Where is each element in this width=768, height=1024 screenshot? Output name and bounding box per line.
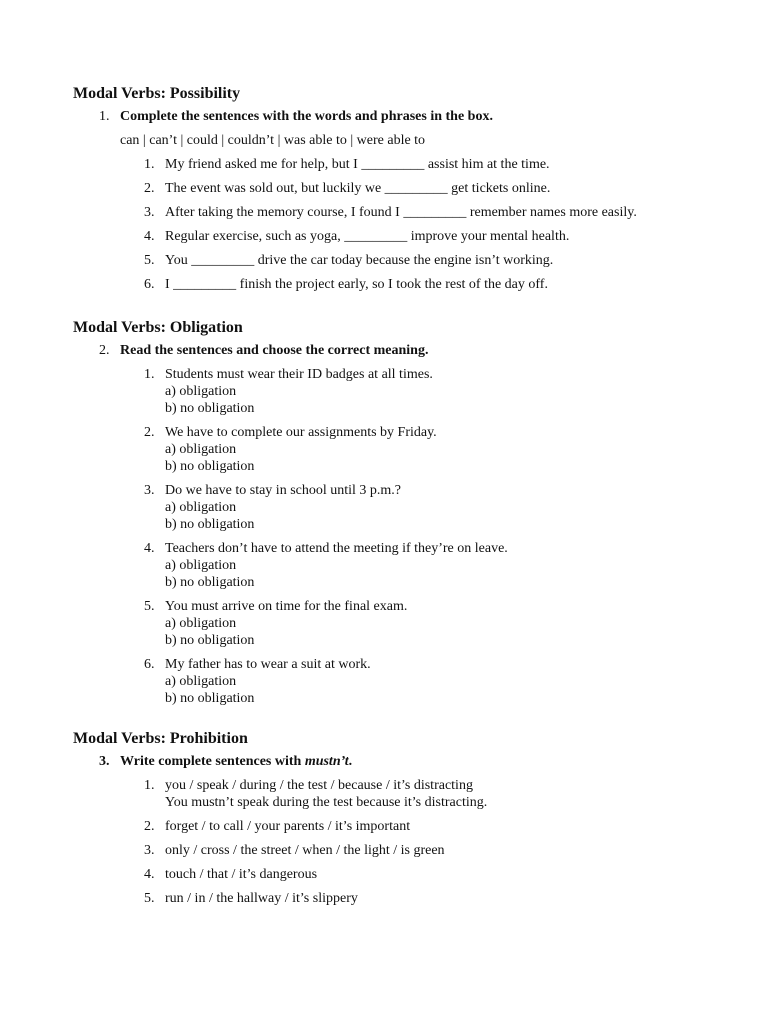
option-b: b) no obligation bbox=[165, 691, 255, 706]
option-b: b) no obligation bbox=[165, 401, 255, 416]
item-number: 4. bbox=[144, 867, 155, 882]
list-item bbox=[144, 656, 508, 707]
item-text: The event was sold out, but luckily we _________ get tickets online. bbox=[165, 181, 551, 196]
task-number: 1. bbox=[99, 109, 110, 124]
item-text: forget / to call / your parents / it’s important bbox=[165, 819, 411, 834]
section-heading: Modal Verbs: Possibility bbox=[73, 85, 241, 102]
item-number: 3. bbox=[144, 205, 155, 220]
item-number: 4. bbox=[144, 541, 155, 556]
section-possibility bbox=[73, 84, 637, 293]
exercise-list bbox=[144, 156, 637, 293]
instruction-keyword: mustn’t bbox=[304, 754, 349, 769]
list-item bbox=[144, 156, 637, 173]
task-instruction bbox=[99, 753, 487, 770]
list-item bbox=[144, 777, 488, 811]
word-box: can | can’t | could | couldn’t | was able to | were able to bbox=[120, 133, 426, 148]
list-item bbox=[144, 204, 637, 221]
option-b: b) no obligation bbox=[165, 459, 255, 474]
item-text: Students must wear their ID badges at all times. bbox=[165, 367, 433, 382]
item-text: You _________ drive the car today because the engine isn’t working. bbox=[165, 253, 554, 268]
item-number: 3. bbox=[144, 843, 155, 858]
item-number: 3. bbox=[144, 483, 155, 498]
item-text: After taking the memory course, I found I _________ remember names more easily. bbox=[165, 205, 637, 220]
list-item bbox=[144, 228, 637, 245]
item-text: I _________ finish the project early, so I took the rest of the day off. bbox=[165, 277, 548, 292]
option-b: b) no obligation bbox=[165, 517, 255, 532]
list-item bbox=[144, 842, 487, 859]
section-heading: Modal Verbs: Obligation bbox=[73, 319, 243, 336]
item-number: 2. bbox=[144, 181, 155, 196]
item-text: touch / that / it’s dangerous bbox=[165, 867, 318, 882]
option-a: a) obligation bbox=[165, 616, 237, 631]
instruction-text: Complete the sentences with the words and phrases in the box. bbox=[120, 109, 493, 124]
list-item bbox=[144, 366, 508, 417]
item-number: 4. bbox=[144, 229, 155, 244]
list-item bbox=[144, 890, 487, 907]
exercise-list bbox=[144, 366, 508, 707]
list-item bbox=[144, 424, 508, 475]
list-item bbox=[144, 180, 637, 197]
item-number: 6. bbox=[144, 657, 155, 672]
item-number: 1. bbox=[144, 157, 155, 172]
section-obligation bbox=[73, 318, 508, 707]
task-number: 2. bbox=[99, 343, 110, 358]
option-a: a) obligation bbox=[165, 442, 237, 457]
exercise-list bbox=[144, 777, 488, 907]
list-item bbox=[144, 482, 508, 533]
option-a: a) obligation bbox=[165, 384, 237, 399]
option-a: a) obligation bbox=[165, 674, 237, 689]
item-text: Regular exercise, such as yoga, _________ improve your mental health. bbox=[165, 229, 570, 244]
list-item bbox=[144, 598, 508, 649]
item-number: 1. bbox=[144, 778, 155, 793]
list-item bbox=[144, 540, 508, 591]
item-number: 5. bbox=[144, 891, 155, 906]
item-text: Teachers don’t have to attend the meeting if they’re on leave. bbox=[165, 541, 508, 556]
list-item bbox=[144, 818, 487, 835]
item-number: 6. bbox=[144, 277, 155, 292]
example-answer: You mustn’t speak during the test because it’s distracting. bbox=[165, 795, 488, 810]
task-instruction bbox=[99, 342, 508, 359]
item-text: Do we have to stay in school until 3 p.m.? bbox=[165, 483, 402, 498]
item-text: My friend asked me for help, but I _________ assist him at the time. bbox=[165, 157, 550, 172]
item-text: only / cross / the street / when / the light / is green bbox=[165, 843, 445, 858]
section-prohibition bbox=[73, 729, 487, 907]
item-text: My father has to wear a suit at work. bbox=[165, 657, 371, 672]
list-item bbox=[144, 252, 637, 269]
item-number: 1. bbox=[144, 367, 155, 382]
option-b: b) no obligation bbox=[165, 633, 255, 648]
item-number: 5. bbox=[144, 599, 155, 614]
item-number: 2. bbox=[144, 425, 155, 440]
item-number: 2. bbox=[144, 819, 155, 834]
list-item bbox=[144, 866, 487, 883]
item-text: We have to complete our assignments by Friday. bbox=[165, 425, 437, 440]
instruction-suffix: . bbox=[348, 754, 353, 769]
item-number: 5. bbox=[144, 253, 155, 268]
option-b: b) no obligation bbox=[165, 575, 255, 590]
instruction-text: Read the sentences and choose the correct meaning. bbox=[120, 343, 429, 358]
item-text: You must arrive on time for the final exam. bbox=[165, 599, 408, 614]
item-text: run / in / the hallway / it’s slippery bbox=[165, 891, 358, 906]
list-item bbox=[144, 276, 637, 293]
task-instruction bbox=[99, 108, 637, 125]
option-a: a) obligation bbox=[165, 500, 237, 515]
option-a: a) obligation bbox=[165, 558, 237, 573]
instruction-text: Write complete sentences with bbox=[120, 754, 305, 769]
task-number: 3. bbox=[99, 754, 110, 769]
item-text: you / speak / during / the test / because / it’s distracting bbox=[165, 778, 473, 793]
section-heading: Modal Verbs: Prohibition bbox=[73, 730, 248, 747]
